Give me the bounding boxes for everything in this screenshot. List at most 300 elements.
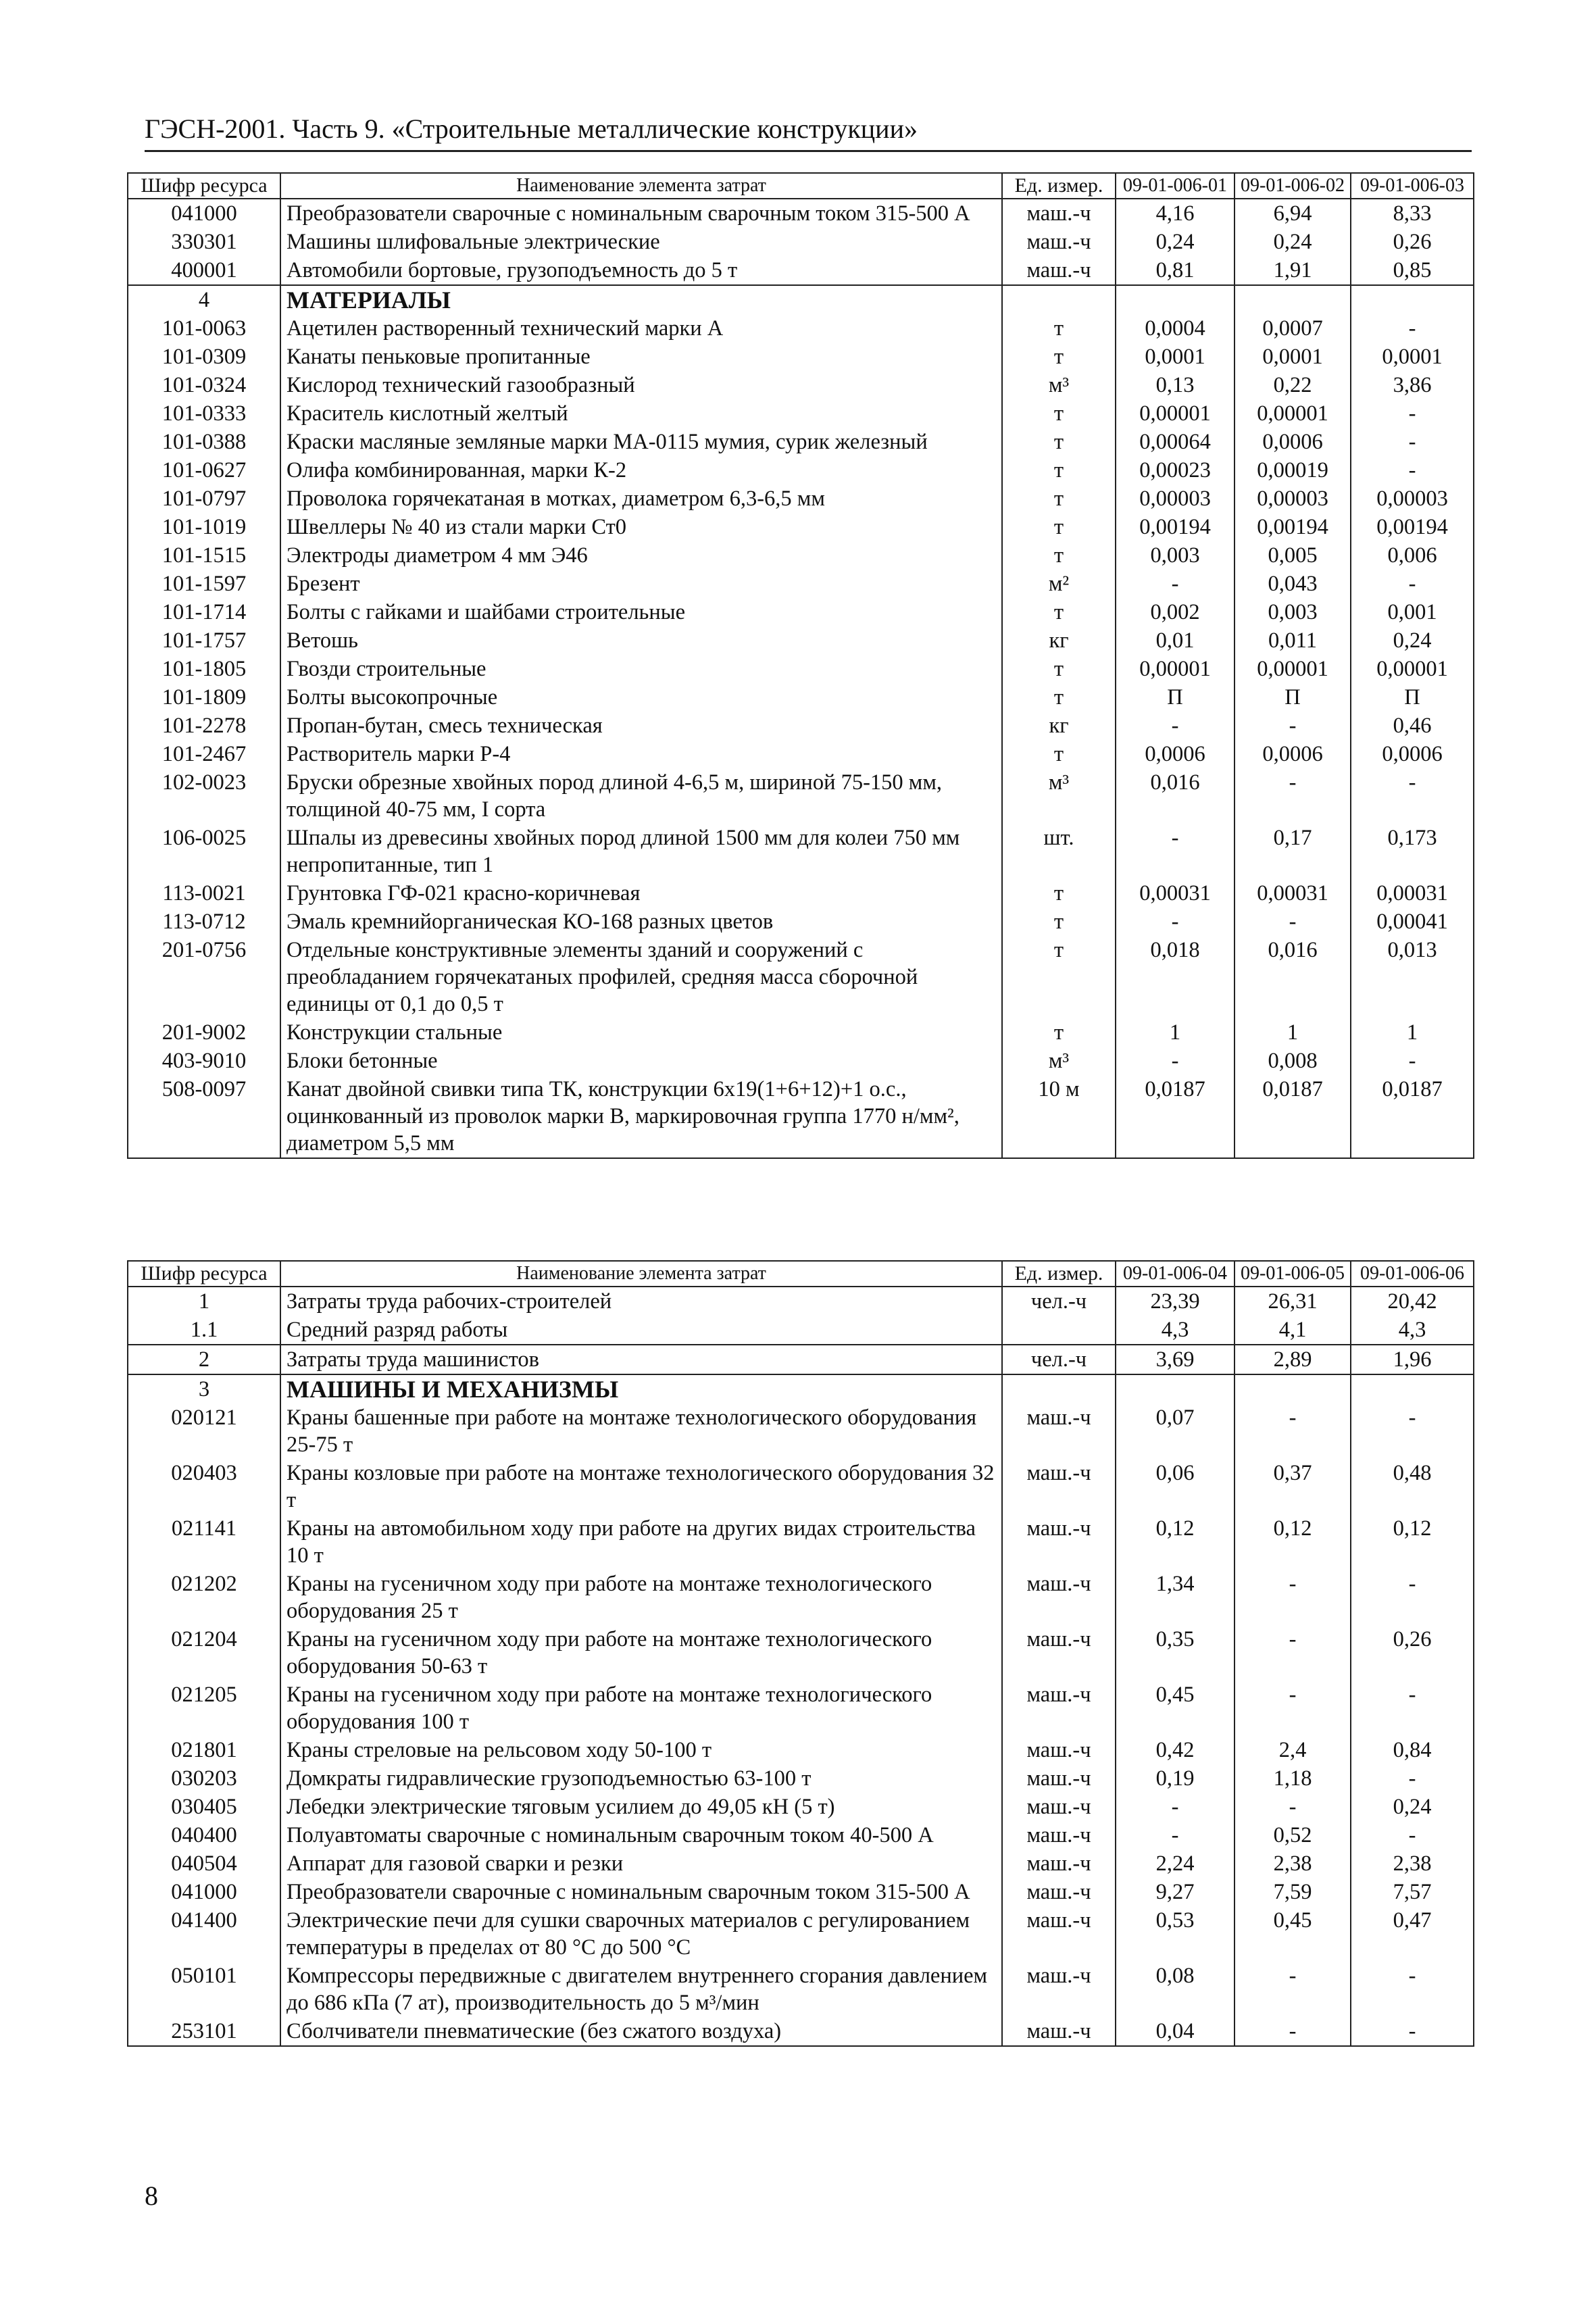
norm-value-3: 0,173	[1351, 824, 1474, 879]
unit-of-measure: т	[1002, 740, 1116, 768]
resource-code: 400001	[128, 256, 280, 285]
norm-value-2: П	[1235, 683, 1351, 712]
table-row	[128, 768, 1474, 824]
norm-value-2: 0,45	[1235, 1906, 1351, 1962]
resource-code: 403-9010	[128, 1047, 280, 1075]
header-norm-2: 09-01-006-02	[1235, 173, 1351, 199]
norm-value-3: 0,12	[1351, 1514, 1474, 1570]
resource-code: 101-1515	[128, 541, 280, 570]
table-row	[128, 513, 1474, 541]
norm-value-3: -	[1351, 314, 1474, 343]
norm-value-2: 0,003	[1235, 598, 1351, 626]
norm-value-2: 7,59	[1235, 1878, 1351, 1906]
resource-code: 101-0324	[128, 371, 280, 399]
table-row	[128, 626, 1474, 655]
norm-value-3: -	[1351, 456, 1474, 484]
unit-of-measure: маш.-ч	[1002, 256, 1116, 285]
norm-value-1: 0,0187	[1116, 1075, 1235, 1158]
norm-value-1: 0,01	[1116, 626, 1235, 655]
resource-name: Гвозди строительные	[280, 655, 1002, 683]
norm-value-3: 1,96	[1351, 1345, 1474, 1374]
table-row	[128, 399, 1474, 428]
norm-value-2	[1235, 285, 1351, 314]
norm-value-2: 0,22	[1235, 371, 1351, 399]
norm-value-1: 0,35	[1116, 1625, 1235, 1681]
unit-of-measure: маш.-ч	[1002, 1459, 1116, 1514]
resource-code: 101-1805	[128, 655, 280, 683]
resource-name: Канат двойной свивки типа ТК, конструкции 6х19(1+6+12)+1 о.с., оцинкованный из проволок марки В, маркировочная группа 1770 н/мм², диаметром 5,5 мм	[280, 1075, 1002, 1158]
header-code: Шифр ресурса	[128, 173, 280, 199]
table-row	[128, 655, 1474, 683]
norm-value-2: -	[1235, 1681, 1351, 1736]
norm-value-1: 0,018	[1116, 936, 1235, 1018]
table-row	[128, 228, 1474, 256]
resource-code: 021141	[128, 1514, 280, 1570]
unit-of-measure: т	[1002, 343, 1116, 371]
table-row	[128, 1403, 1474, 1459]
norm-value-1	[1116, 1374, 1235, 1403]
norm-value-1: -	[1116, 1047, 1235, 1075]
header-name: Наименование элемента затрат	[280, 173, 1002, 199]
resource-code: 041000	[128, 1878, 280, 1906]
norm-value-1: 0,24	[1116, 228, 1235, 256]
norm-value-3: 1	[1351, 1018, 1474, 1047]
unit-of-measure: чел.-ч	[1002, 1287, 1116, 1316]
resource-name: Электроды диаметром 4 мм Э46	[280, 541, 1002, 570]
unit-of-measure: т	[1002, 1018, 1116, 1047]
resource-code: 101-1019	[128, 513, 280, 541]
resource-code: 1	[128, 1287, 280, 1316]
norm-value-2: -	[1235, 1403, 1351, 1459]
norm-value-1: -	[1116, 570, 1235, 598]
table-row	[128, 1459, 1474, 1514]
norm-value-2: 0,00003	[1235, 484, 1351, 513]
table-row	[128, 1018, 1474, 1047]
unit-of-measure: т	[1002, 936, 1116, 1018]
table-row	[128, 2017, 1474, 2046]
norm-value-3: -	[1351, 1962, 1474, 2017]
table-row	[128, 1849, 1474, 1878]
unit-of-measure: м³	[1002, 1047, 1116, 1075]
resource-name: Проволока горячекатаная в мотках, диаметром 6,3-6,5 мм	[280, 484, 1002, 513]
resource-code: 3	[128, 1374, 280, 1403]
norm-value-1: 1,34	[1116, 1570, 1235, 1625]
norm-value-3: 0,00003	[1351, 484, 1474, 513]
norm-value-1: 0,00001	[1116, 655, 1235, 683]
norm-value-3: -	[1351, 1403, 1474, 1459]
document-title: ГЭСН-2001. Часть 9. «Строительные металлические конструкции»	[145, 114, 918, 144]
resource-name: Бруски обрезные хвойных пород длиной 4-6,5 м, шириной 75-150 мм, толщиной 40-75 мм, I сорта	[280, 768, 1002, 824]
resource-code: 041000	[128, 199, 280, 228]
unit-of-measure: маш.-ч	[1002, 1764, 1116, 1793]
norm-value-1: 0,0004	[1116, 314, 1235, 343]
table-row	[128, 456, 1474, 484]
norm-value-2: 0,52	[1235, 1821, 1351, 1849]
table-body	[128, 1287, 1474, 2046]
norm-value-3: 7,57	[1351, 1878, 1474, 1906]
norm-value-3	[1351, 1374, 1474, 1403]
resource-name: Краны на гусеничном ходу при работе на монтаже технологического оборудования 50-63 т	[280, 1625, 1002, 1681]
resource-name: Шпалы из древесины хвойных пород длиной 1500 мм для колеи 750 мм непропитанные, тип 1	[280, 824, 1002, 879]
norm-value-3: 0,00041	[1351, 907, 1474, 936]
table-row	[128, 1906, 1474, 1962]
header-unit: Ед. измер.	[1002, 1261, 1116, 1287]
resource-name: Болты с гайками и шайбами строительные	[280, 598, 1002, 626]
norm-value-2: -	[1235, 1625, 1351, 1681]
resource-name: Затраты труда рабочих-строителей	[280, 1287, 1002, 1316]
table-row	[128, 199, 1474, 228]
norm-value-1: 1	[1116, 1018, 1235, 1047]
resource-code: 101-0333	[128, 399, 280, 428]
norm-value-3: 0,24	[1351, 1793, 1474, 1821]
norm-value-1: 0,53	[1116, 1906, 1235, 1962]
header-norm-1: 09-01-006-01	[1116, 173, 1235, 199]
unit-of-measure: маш.-ч	[1002, 1906, 1116, 1962]
norm-value-2: 1	[1235, 1018, 1351, 1047]
resource-name: Аппарат для газовой сварки и резки	[280, 1849, 1002, 1878]
resource-name: Полуавтоматы сварочные с номинальным сварочным током 40-500 А	[280, 1821, 1002, 1849]
resource-name: Автомобили бортовые, грузоподъемность до 5 т	[280, 256, 1002, 285]
table-row	[128, 1047, 1474, 1075]
norm-value-1: 0,08	[1116, 1962, 1235, 2017]
norm-value-1: 0,00003	[1116, 484, 1235, 513]
resource-code: 101-2278	[128, 712, 280, 740]
norm-value-3: -	[1351, 570, 1474, 598]
resource-code: 030405	[128, 1793, 280, 1821]
table-row	[128, 683, 1474, 712]
table-row	[128, 598, 1474, 626]
resource-code: 201-9002	[128, 1018, 280, 1047]
resource-name: Растворитель марки Р-4	[280, 740, 1002, 768]
norm-value-3: 8,33	[1351, 199, 1474, 228]
norm-value-2: 0,12	[1235, 1514, 1351, 1570]
resource-code: 020121	[128, 1403, 280, 1459]
resource-code: 020403	[128, 1459, 280, 1514]
resource-code: 113-0712	[128, 907, 280, 936]
norm-value-1: 4,3	[1116, 1316, 1235, 1345]
norm-value-2: 0,00194	[1235, 513, 1351, 541]
resource-code: 101-1597	[128, 570, 280, 598]
norm-value-1: 0,0001	[1116, 343, 1235, 371]
resource-name: Преобразователи сварочные с номинальным сварочным током 315-500 А	[280, 199, 1002, 228]
norm-value-1: 9,27	[1116, 1878, 1235, 1906]
table-row	[128, 256, 1474, 285]
unit-of-measure	[1002, 1374, 1116, 1403]
table-row	[128, 824, 1474, 879]
norm-value-1: 0,00001	[1116, 399, 1235, 428]
norm-value-3: 0,00031	[1351, 879, 1474, 907]
norm-value-1: 0,003	[1116, 541, 1235, 570]
norm-value-1: 0,00064	[1116, 428, 1235, 456]
resource-code: 101-0627	[128, 456, 280, 484]
norm-value-2: 1,18	[1235, 1764, 1351, 1793]
norm-value-2: 0,0007	[1235, 314, 1351, 343]
resource-name: Лебедки электрические тяговым усилием до 49,05 кН (5 т)	[280, 1793, 1002, 1821]
table-row	[128, 1625, 1474, 1681]
table-row	[128, 570, 1474, 598]
norm-value-3: 0,001	[1351, 598, 1474, 626]
resource-code: 101-2467	[128, 740, 280, 768]
table-row	[128, 907, 1474, 936]
norm-value-1: 0,12	[1116, 1514, 1235, 1570]
norm-value-1: -	[1116, 1821, 1235, 1849]
unit-of-measure: маш.-ч	[1002, 1849, 1116, 1878]
table-row	[128, 1316, 1474, 1345]
norm-value-1: 0,06	[1116, 1459, 1235, 1514]
table-row	[128, 1962, 1474, 2017]
resource-name: Ветошь	[280, 626, 1002, 655]
norm-value-2: 0,016	[1235, 936, 1351, 1018]
table-row	[128, 712, 1474, 740]
norm-value-3: П	[1351, 683, 1474, 712]
norm-value-2: -	[1235, 768, 1351, 824]
resource-name: Пропан-бутан, смесь техническая	[280, 712, 1002, 740]
norm-value-3: 0,0006	[1351, 740, 1474, 768]
norm-value-1: 0,00023	[1116, 456, 1235, 484]
resource-code: 021205	[128, 1681, 280, 1736]
table-row	[128, 1736, 1474, 1764]
norm-value-1: 0,45	[1116, 1681, 1235, 1736]
norm-value-1: 0,00194	[1116, 513, 1235, 541]
norm-value-3: 0,00001	[1351, 655, 1474, 683]
table-row	[128, 1878, 1474, 1906]
table-row	[128, 936, 1474, 1018]
norm-value-3: 0,46	[1351, 712, 1474, 740]
resource-code: 101-0063	[128, 314, 280, 343]
norm-value-1: -	[1116, 712, 1235, 740]
norm-value-3: 0,013	[1351, 936, 1474, 1018]
norm-value-2: 0,008	[1235, 1047, 1351, 1075]
norm-value-2: -	[1235, 1793, 1351, 1821]
unit-of-measure: м³	[1002, 768, 1116, 824]
table-header-row	[128, 173, 1474, 199]
norm-value-2: 2,38	[1235, 1849, 1351, 1878]
resource-code: 101-0797	[128, 484, 280, 513]
table-body	[128, 199, 1474, 1158]
norm-value-3: 3,86	[1351, 371, 1474, 399]
resource-name: Электрические печи для сушки сварочных материалов с регулированием температуры в пределах от 80 °С до 500 °С	[280, 1906, 1002, 1962]
table-row	[128, 343, 1474, 371]
resource-name: Сболчиватели пневматические (без сжатого воздуха)	[280, 2017, 1002, 2046]
norm-value-3: -	[1351, 428, 1474, 456]
norm-value-2: -	[1235, 907, 1351, 936]
table-row	[128, 1374, 1474, 1403]
resource-name: Краны стреловые на рельсовом ходу 50-100 т	[280, 1736, 1002, 1764]
unit-of-measure: маш.-ч	[1002, 1625, 1116, 1681]
unit-of-measure: маш.-ч	[1002, 199, 1116, 228]
unit-of-measure: т	[1002, 314, 1116, 343]
resource-name: Кислород технический газообразный	[280, 371, 1002, 399]
norm-value-2: 6,94	[1235, 199, 1351, 228]
unit-of-measure: м³	[1002, 371, 1116, 399]
resource-code: 030203	[128, 1764, 280, 1793]
resource-code: 4	[128, 285, 280, 314]
table-row	[128, 1287, 1474, 1316]
resource-code: 021204	[128, 1625, 280, 1681]
header-norm-6: 09-01-006-06	[1351, 1261, 1474, 1287]
norm-value-1	[1116, 285, 1235, 314]
unit-of-measure: м²	[1002, 570, 1116, 598]
unit-of-measure: маш.-ч	[1002, 1736, 1116, 1764]
unit-of-measure: кг	[1002, 626, 1116, 655]
unit-of-measure: т	[1002, 655, 1116, 683]
norm-value-1: 0,81	[1116, 256, 1235, 285]
norm-value-2: 0,17	[1235, 824, 1351, 879]
resource-code: 508-0097	[128, 1075, 280, 1158]
table-row	[128, 1681, 1474, 1736]
table-row	[128, 285, 1474, 314]
resource-code: 201-0756	[128, 936, 280, 1018]
resource-name: Краны козловые при работе на монтаже технологического оборудования 32 т	[280, 1459, 1002, 1514]
unit-of-measure: т	[1002, 513, 1116, 541]
norm-value-2: 0,37	[1235, 1459, 1351, 1514]
norm-value-3: -	[1351, 399, 1474, 428]
resource-code: 106-0025	[128, 824, 280, 879]
unit-of-measure: т	[1002, 598, 1116, 626]
norm-value-2: 0,0006	[1235, 428, 1351, 456]
norm-value-2: 26,31	[1235, 1287, 1351, 1316]
norm-value-1: 0,04	[1116, 2017, 1235, 2046]
table-row	[128, 879, 1474, 907]
page-header	[145, 112, 1472, 152]
resource-code: 041400	[128, 1906, 280, 1962]
unit-of-measure: т	[1002, 456, 1116, 484]
norm-value-1: 2,24	[1116, 1849, 1235, 1878]
norm-value-3: 0,24	[1351, 626, 1474, 655]
resource-name: Ацетилен растворенный технический марки А	[280, 314, 1002, 343]
norm-value-2: 4,1	[1235, 1316, 1351, 1345]
table-row	[128, 484, 1474, 513]
norm-value-2: -	[1235, 2017, 1351, 2046]
norm-value-2: 0,00031	[1235, 879, 1351, 907]
norm-value-3	[1351, 285, 1474, 314]
resource-name: МАШИНЫ И МЕХАНИЗМЫ	[280, 1374, 1002, 1403]
resource-code: 101-1714	[128, 598, 280, 626]
table-row	[128, 740, 1474, 768]
norm-value-3: 0,0187	[1351, 1075, 1474, 1158]
resource-code: 253101	[128, 2017, 280, 2046]
norm-value-1: 3,69	[1116, 1345, 1235, 1374]
resource-name: Блоки бетонные	[280, 1047, 1002, 1075]
table-row	[128, 1793, 1474, 1821]
unit-of-measure: маш.-ч	[1002, 1962, 1116, 2017]
unit-of-measure: т	[1002, 907, 1116, 936]
norm-value-3: 0,26	[1351, 1625, 1474, 1681]
unit-of-measure: 10 м	[1002, 1075, 1116, 1158]
norm-value-1: 0,13	[1116, 371, 1235, 399]
resource-name: Преобразователи сварочные с номинальным сварочным током 315-500 А	[280, 1878, 1002, 1906]
norm-value-3: 20,42	[1351, 1287, 1474, 1316]
resource-name: Краны на автомобильном ходу при работе на других видах строительства 10 т	[280, 1514, 1002, 1570]
norm-value-3: -	[1351, 1570, 1474, 1625]
norm-value-2: -	[1235, 712, 1351, 740]
header-norm-5: 09-01-006-05	[1235, 1261, 1351, 1287]
norm-value-2: 0,00001	[1235, 399, 1351, 428]
norm-value-1: 0,016	[1116, 768, 1235, 824]
norm-value-1: -	[1116, 1793, 1235, 1821]
norm-value-1: 0,07	[1116, 1403, 1235, 1459]
resource-code: 101-1757	[128, 626, 280, 655]
unit-of-measure: маш.-ч	[1002, 2017, 1116, 2046]
norm-value-2: 0,00019	[1235, 456, 1351, 484]
resource-code: 101-0309	[128, 343, 280, 371]
norm-value-2: -	[1235, 1962, 1351, 2017]
resource-name: Швеллеры № 40 из стали марки Ст0	[280, 513, 1002, 541]
resource-code: 021202	[128, 1570, 280, 1625]
table-row	[128, 1075, 1474, 1158]
unit-of-measure: маш.-ч	[1002, 1514, 1116, 1570]
resource-name: Машины шлифовальные электрические	[280, 228, 1002, 256]
resource-code: 050101	[128, 1962, 280, 2017]
resource-name: Грунтовка ГФ-021 красно-коричневая	[280, 879, 1002, 907]
unit-of-measure: маш.-ч	[1002, 1878, 1116, 1906]
table-row	[128, 1764, 1474, 1793]
header-unit: Ед. измер.	[1002, 173, 1116, 199]
norm-value-3: -	[1351, 1821, 1474, 1849]
norm-value-1: 0,19	[1116, 1764, 1235, 1793]
resource-code: 2	[128, 1345, 280, 1374]
norm-value-1: 23,39	[1116, 1287, 1235, 1316]
norm-value-3: 0,84	[1351, 1736, 1474, 1764]
norm-value-3: -	[1351, 1681, 1474, 1736]
norm-value-2: 0,005	[1235, 541, 1351, 570]
norm-value-3: -	[1351, 1764, 1474, 1793]
resource-name: Компрессоры передвижные с двигателем внутреннего сгорания давлением до 686 кПа (7 ат), производительность до 5 м³/мин	[280, 1962, 1002, 2017]
table-row	[128, 1345, 1474, 1374]
unit-of-measure: маш.-ч	[1002, 1403, 1116, 1459]
norm-value-3: 2,38	[1351, 1849, 1474, 1878]
norm-value-1: 4,16	[1116, 199, 1235, 228]
norm-value-2: 0,0001	[1235, 343, 1351, 371]
norm-value-3: 4,3	[1351, 1316, 1474, 1345]
resource-name: Болты высокопрочные	[280, 683, 1002, 712]
resource-code: 101-0388	[128, 428, 280, 456]
resource-code: 040400	[128, 1821, 280, 1849]
norm-value-2: 0,0187	[1235, 1075, 1351, 1158]
unit-of-measure: шт.	[1002, 824, 1116, 879]
norm-value-2: 2,4	[1235, 1736, 1351, 1764]
page-number: 8	[145, 2181, 158, 2211]
resource-name: МАТЕРИАЛЫ	[280, 285, 1002, 314]
norm-value-3: 0,47	[1351, 1906, 1474, 1962]
norm-value-3: 0,26	[1351, 228, 1474, 256]
unit-of-measure: маш.-ч	[1002, 228, 1116, 256]
header-code: Шифр ресурса	[128, 1261, 280, 1287]
resource-code: 102-0023	[128, 768, 280, 824]
unit-of-measure: т	[1002, 428, 1116, 456]
unit-of-measure: маш.-ч	[1002, 1570, 1116, 1625]
table-header-row	[128, 1261, 1474, 1287]
unit-of-measure	[1002, 1316, 1116, 1345]
table-row	[128, 428, 1474, 456]
resource-code: 113-0021	[128, 879, 280, 907]
resource-name: Эмаль кремнийорганическая КО-168 разных цветов	[280, 907, 1002, 936]
norm-value-2: 1,91	[1235, 256, 1351, 285]
norm-value-3: -	[1351, 768, 1474, 824]
resource-name: Краны на гусеничном ходу при работе на монтаже технологического оборудования 100 т	[280, 1681, 1002, 1736]
resource-code: 040504	[128, 1849, 280, 1878]
norm-value-2: 0,0006	[1235, 740, 1351, 768]
header-name: Наименование элемента затрат	[280, 1261, 1002, 1287]
norm-value-3: 0,00194	[1351, 513, 1474, 541]
resource-name: Брезент	[280, 570, 1002, 598]
table-row	[128, 1570, 1474, 1625]
norm-value-2: 0,00001	[1235, 655, 1351, 683]
resource-code: 101-1809	[128, 683, 280, 712]
table-row	[128, 1821, 1474, 1849]
resource-name: Отдельные конструктивные элементы зданий и сооружений с преобладанием горячекатаных профилей, средняя масса сборочной единицы от 0,1 до 0,5 т	[280, 936, 1002, 1018]
resource-name: Затраты труда машинистов	[280, 1345, 1002, 1374]
